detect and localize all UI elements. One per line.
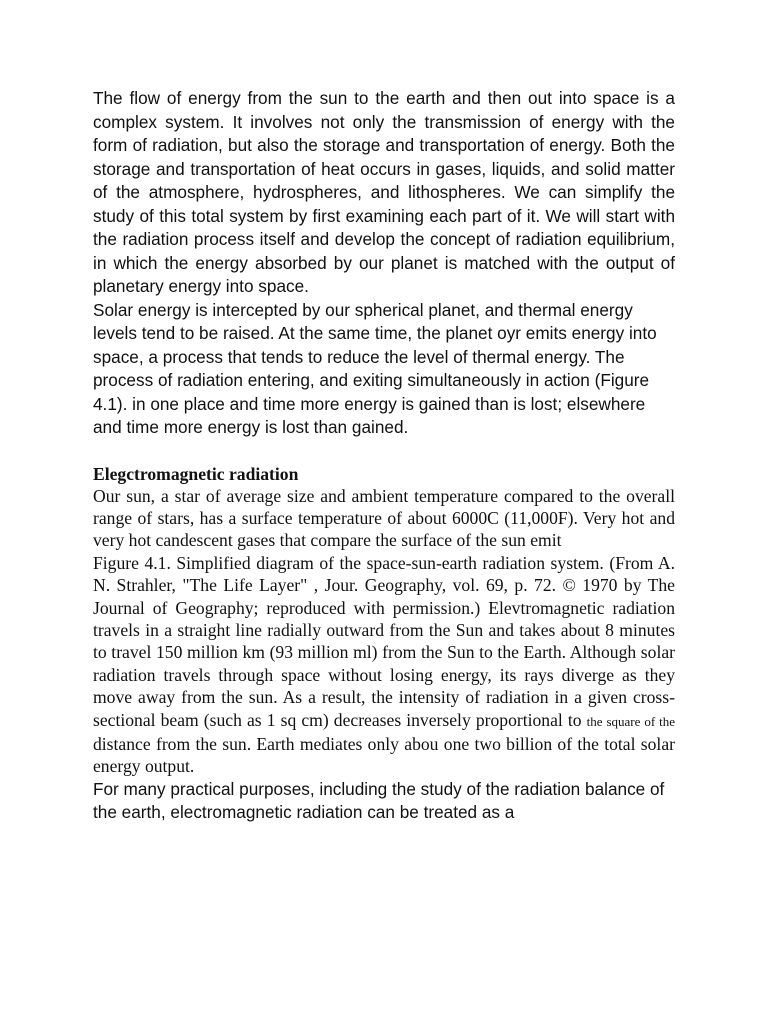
- section-heading: Elegctromagnetic radiation: [93, 463, 299, 484]
- paragraph-practical-purposes: For many practical purposes, including the study of the radiation balance of the earth, electromagnetic radiation can be treated as a: [93, 778, 665, 823]
- caption-text-a: Figure 4.1. Simplified diagram of the space-sun-earth radiation system. (From A. N. Strahler, "The Life Layer" , Jour. Geography, vol. 69, p. 72. © 1970 by The Journal of Geography; reproduced with permission.) Elevtromagnetic radiation travels in a straight line radially outward from the Sun and takes about 8 minutes to travel 150 million km (93 million ml) from the Sun to the Earth. Although solar radiation travels through space without losing energy, its rays diverge as they move away from the sun. As a result, the intensity of radiation in a given cross-sectional beam (such as 1 sq cm) decreases inversely proportional to: [93, 552, 675, 730]
- paragraph-energy-flow: The flow of energy from the sun to the earth and then out into space is a complex system. It involves not only the transmission of energy with the form of radiation, but also the storage and transportation of energy. Both the storage and transportation of heat occurs in gases, liquids, and solid matter of the atmosphere, hydrospheres, and lithospheres. We can simplify the study of this total system by first examining each part of it. We will start with the radiation process itself and develop the concept of radiation equilibrium, in which the energy absorbed by our planet is matched with the output of planetary energy into space.: [93, 88, 675, 296]
- paragraph-solar-energy: Solar energy is intercepted by our spherical planet, and thermal energy levels tend to be raised. At the same time, the planet oyr emits energy into space, a process that tends to reduce the level of thermal energy. The process of radiation entering, and exiting simultaneously in action (Figure 4.1). in one place and time more energy is gained than is lost; elsewhere and time more energy is lost than gained.: [93, 299, 657, 437]
- paragraph-sun-description: Our sun, a star of average size and ambient temperature compared to the overall range of stars, has a surface temperature of about 6000C (11,000F). Very hot and very hot candescent gases that compare the surface of the sun emit: [93, 485, 675, 551]
- spacer: [93, 440, 675, 463]
- caption-text-small: the square of the: [586, 713, 675, 729]
- caption-text-b: distance from the sun. Earth mediates only abou one two billion of the total solar energy output.: [93, 733, 675, 777]
- document-page: [93, 87, 675, 825]
- paragraph-figure-caption: [93, 552, 675, 778]
